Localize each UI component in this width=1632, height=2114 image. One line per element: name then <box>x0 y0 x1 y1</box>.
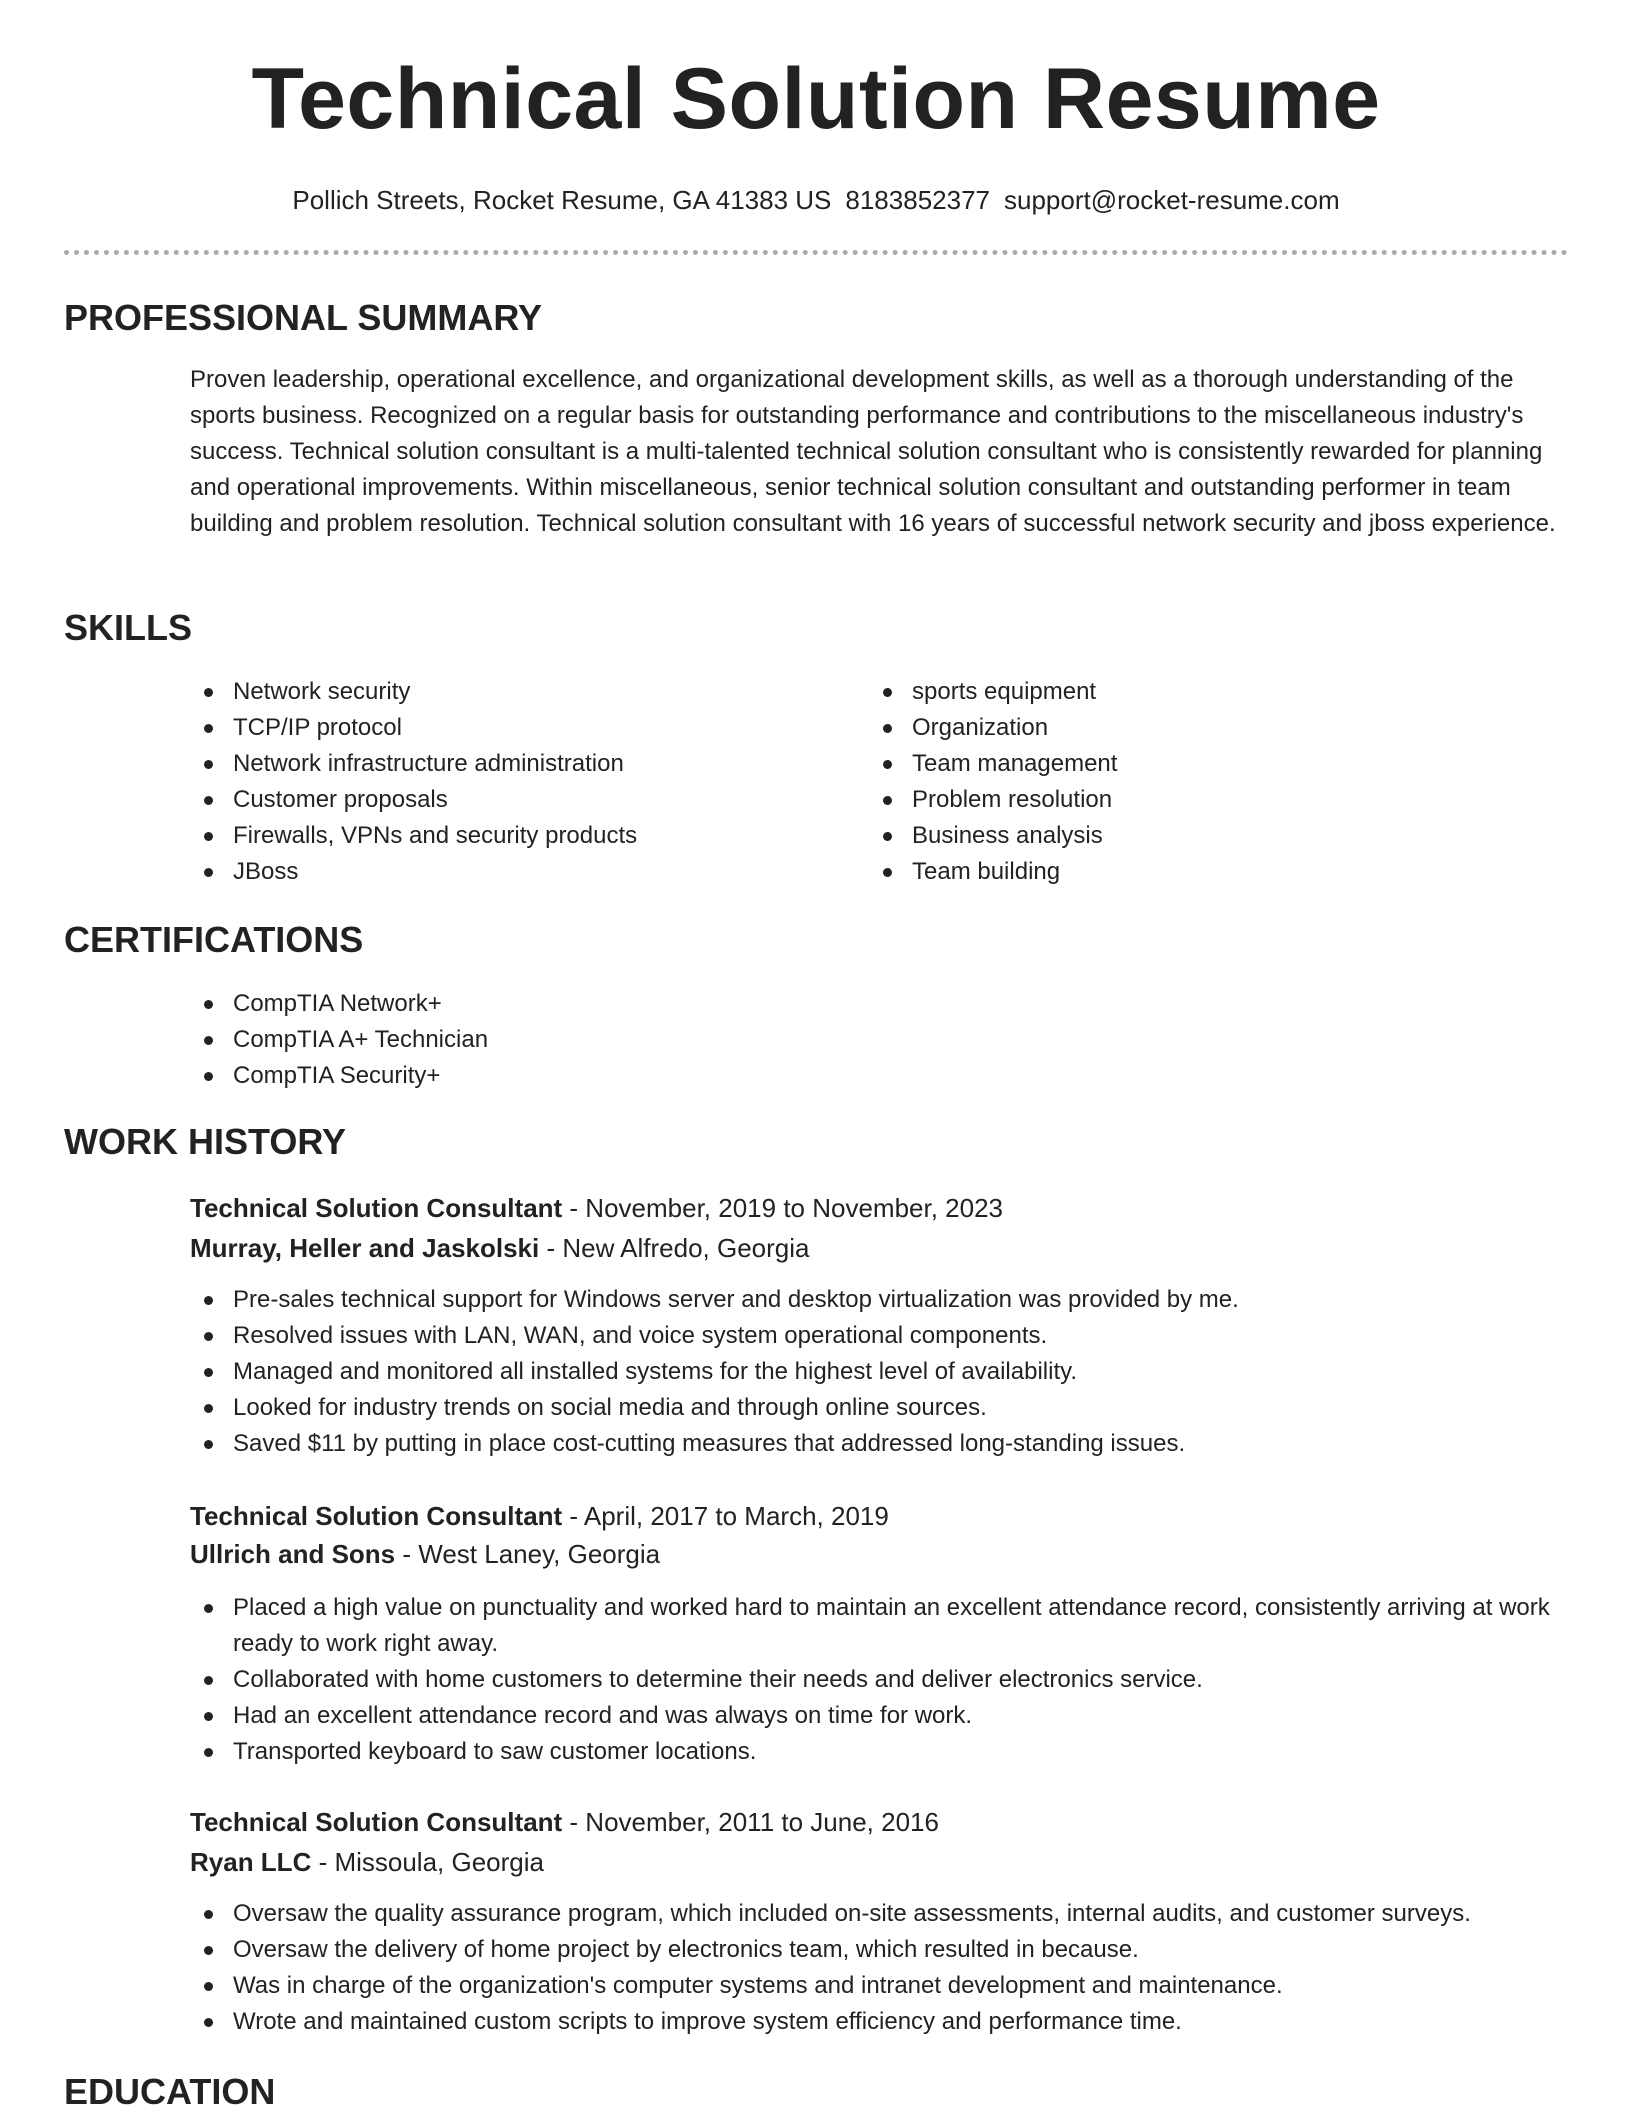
job-bullets <box>190 1896 1570 2040</box>
list-item: Saved $11 by putting in place cost-cutting measures that addressed long-standing issues. <box>190 1426 1570 1462</box>
job-company-line <box>190 1228 1570 1268</box>
education-heading: EDUCATION <box>64 2071 276 2112</box>
job-company: Ryan LLC <box>190 1847 312 1877</box>
list-item: Oversaw the quality assurance program, which included on-site assessments, internal audits, and customer surveys. <box>190 1896 1570 1932</box>
list-item: Organization <box>869 710 1509 746</box>
list-item: Was in charge of the organization's computer systems and intranet development and maintenance. <box>190 1968 1570 2004</box>
list-item: Collaborated with home customers to determine their needs and deliver electronics service. <box>190 1662 1570 1698</box>
list-item: Managed and monitored all installed systems for the highest level of availability. <box>190 1354 1570 1390</box>
certifications-heading: CERTIFICATIONS <box>64 919 364 960</box>
list-item: CompTIA A+ Technician <box>190 1022 1190 1058</box>
list-item: Oversaw the delivery of home project by electronics team, which resulted in because. <box>190 1932 1570 1968</box>
job-company-line <box>190 1534 1570 1574</box>
work-history-heading: WORK HISTORY <box>64 1121 347 1162</box>
header-divider <box>64 250 1568 255</box>
job-company: Ullrich and Sons <box>190 1539 396 1569</box>
list-item: Had an excellent attendance record and was always on time for work. <box>190 1698 1570 1734</box>
job-title-line <box>190 1802 1570 1842</box>
list-item: Network security <box>190 674 830 710</box>
list-item: Wrote and maintained custom scripts to improve system efficiency and performance time. <box>190 2004 1570 2040</box>
job-title-line <box>190 1496 1570 1536</box>
job-bullets <box>190 1590 1570 1770</box>
job-title-line <box>190 1188 1570 1228</box>
job-company-line <box>190 1842 1570 1882</box>
job-company: Murray, Heller and Jaskolski <box>190 1233 540 1263</box>
job-role: Technical Solution Consultant <box>190 1501 563 1531</box>
list-item: CompTIA Network+ <box>190 986 1190 1022</box>
list-item: Team building <box>869 854 1509 890</box>
list-item: Resolved issues with LAN, WAN, and voice system operational components. <box>190 1318 1570 1354</box>
list-item: JBoss <box>190 854 830 890</box>
job-dates: - April, 2017 to March, 2019 <box>562 1501 889 1531</box>
list-item: Problem resolution <box>869 782 1509 818</box>
contact-phone: 8183852377 <box>845 185 990 215</box>
contact-email: support@rocket-resume.com <box>1004 185 1340 215</box>
list-item: Firewalls, VPNs and security products <box>190 818 830 854</box>
contact-address: Pollich Streets, Rocket Resume, GA 41383 US <box>292 185 832 215</box>
job-dates: - November, 2011 to June, 2016 <box>562 1807 939 1837</box>
skills-list-left <box>190 674 830 890</box>
certifications-list <box>190 986 1190 1094</box>
summary-text: Proven leadership, operational excellence, and organizational development skills, as well as a thorough understanding of the sports business. Recognized on a regular basis for outstanding performance and contributions to the miscellaneous industry's success. Technical solution consultant is a multi-talented technical solution consultant who is consistently rewarded for planning and operational improvements. Within miscellaneous, senior technical solution consultant and outstanding performer in team building and problem resolution. Technical solution consultant with 16 years of successful network security and jboss experience. <box>190 366 1556 537</box>
summary-heading: PROFESSIONAL SUMMARY <box>64 297 543 338</box>
contact-line <box>0 182 1632 218</box>
resume-name: Technical Solution Resume <box>251 51 1381 147</box>
job-bullets <box>190 1282 1570 1462</box>
job-location: - Missoula, Georgia <box>311 1847 544 1877</box>
job-dates: - November, 2019 to November, 2023 <box>562 1193 1004 1223</box>
list-item: Customer proposals <box>190 782 830 818</box>
job-role: Technical Solution Consultant <box>190 1807 563 1837</box>
skills-list-right <box>869 674 1509 890</box>
list-item: Transported keyboard to saw customer locations. <box>190 1734 1570 1770</box>
list-item: Business analysis <box>869 818 1509 854</box>
list-item: Placed a high value on punctuality and worked hard to maintain an excellent attendance record, consistently arriving at work ready to work right away. <box>190 1590 1570 1662</box>
list-item: CompTIA Security+ <box>190 1058 1190 1094</box>
list-item: Pre-sales technical support for Windows server and desktop virtualization was provided by me. <box>190 1282 1570 1318</box>
job-location: - New Alfredo, Georgia <box>539 1233 810 1263</box>
list-item: Team management <box>869 746 1509 782</box>
job-role: Technical Solution Consultant <box>190 1193 563 1223</box>
list-item: Network infrastructure administration <box>190 746 830 782</box>
skills-heading: SKILLS <box>64 607 193 648</box>
list-item: TCP/IP protocol <box>190 710 830 746</box>
job-location: - West Laney, Georgia <box>395 1539 661 1569</box>
list-item: Looked for industry trends on social media and through online sources. <box>190 1390 1570 1426</box>
list-item: sports equipment <box>869 674 1509 710</box>
